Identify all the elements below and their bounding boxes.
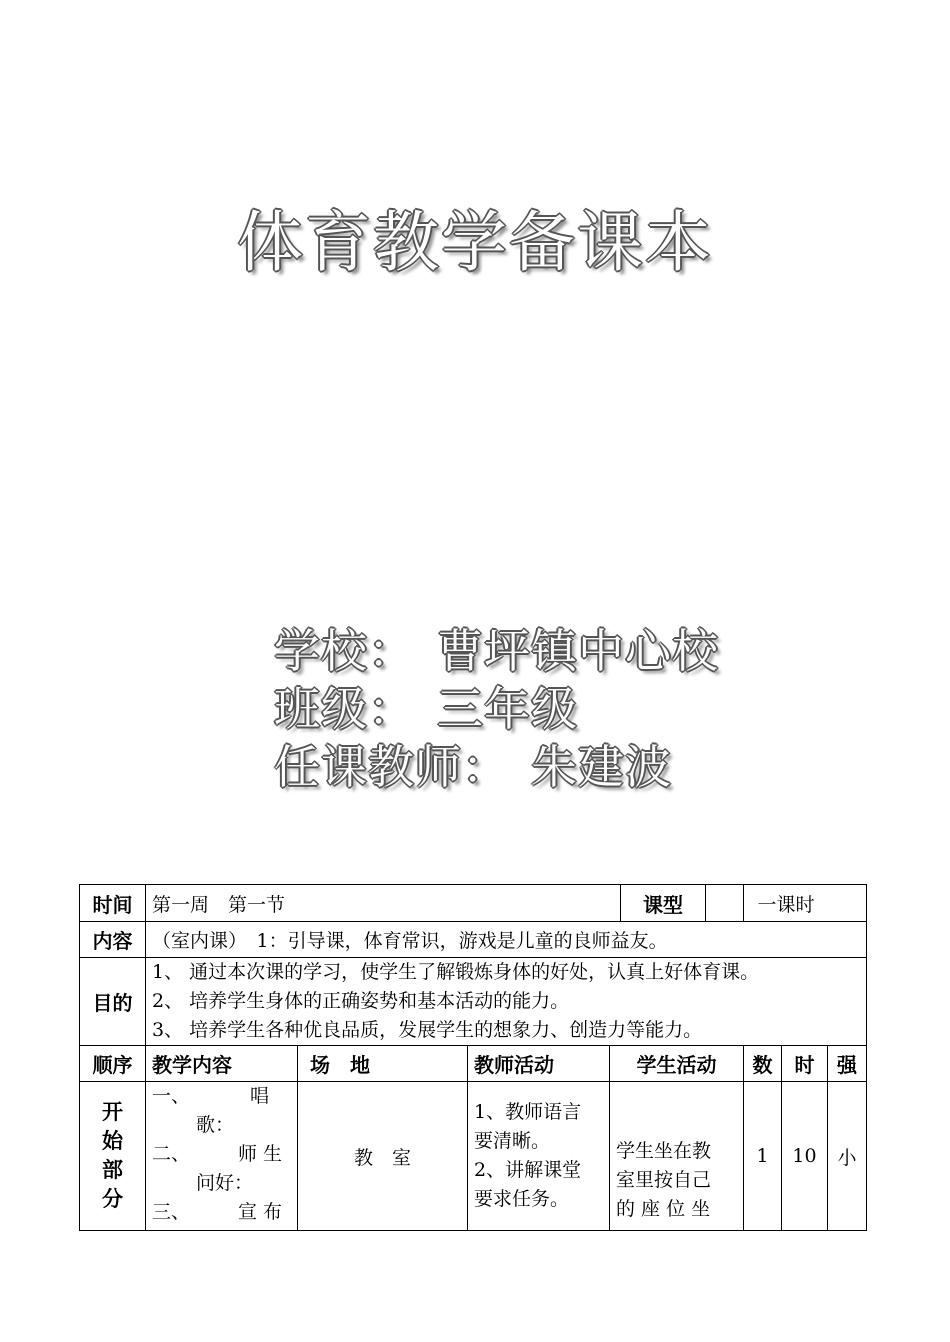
- time-cell: 10: [782, 1082, 828, 1231]
- content-item: [152, 1169, 291, 1198]
- student-activity-list: [616, 1137, 737, 1224]
- type-value: 一课时: [757, 893, 815, 916]
- content-cell: [146, 1082, 298, 1231]
- class-label: 班级：: [274, 682, 415, 736]
- col-teacher-activity: 教师活动: [468, 1046, 610, 1082]
- content-item: [152, 1198, 291, 1227]
- col-intensity: 强: [828, 1046, 867, 1082]
- student-activity-line: 室里按自己: [616, 1169, 712, 1191]
- content-list: [152, 1082, 291, 1227]
- teacher-line: [274, 738, 719, 796]
- content-item: [152, 1082, 291, 1111]
- content-row: [80, 922, 867, 958]
- student-activity-line: 的 座 位 坐: [616, 1198, 711, 1220]
- student-activity-cell: [610, 1082, 744, 1231]
- school-label: 学校：: [274, 624, 415, 678]
- content-label: 内容: [80, 922, 146, 958]
- teacher-value: 朱建波: [531, 740, 672, 794]
- item-text: 宣 布: [238, 1201, 283, 1223]
- item-num: 一、: [152, 1085, 191, 1107]
- class-line: [274, 680, 719, 738]
- item-num: 三、: [152, 1201, 191, 1223]
- table-row: [80, 1082, 867, 1231]
- objective-item: 3、 培养学生各种优良品质，发展学生的想象力、创造力等能力。: [152, 1019, 703, 1041]
- col-venue: 场 地: [298, 1046, 468, 1082]
- content-item: [152, 1140, 291, 1169]
- lesson-plan-table: [79, 884, 867, 1231]
- teacher-activity-line: 2、讲解课堂: [474, 1159, 582, 1181]
- item-text: 师 生: [238, 1143, 283, 1165]
- intensity-cell: 小: [828, 1082, 867, 1231]
- type-group: [620, 885, 866, 921]
- col-order: 顺序: [80, 1046, 146, 1082]
- section-label: [80, 1082, 146, 1231]
- section-char: 部: [102, 1158, 123, 1182]
- venue-cell: 教 室: [298, 1082, 468, 1231]
- objective-list: [146, 958, 867, 1046]
- col-count: 数: [744, 1046, 782, 1082]
- teacher-activity-list: [474, 1098, 603, 1214]
- section-char: 分: [102, 1187, 123, 1211]
- objective-label: 目的: [80, 958, 146, 1046]
- col-content: 教学内容: [146, 1046, 298, 1082]
- col-time: 时: [782, 1046, 828, 1082]
- teacher-activity-line: 要清晰。: [474, 1130, 551, 1152]
- teacher-activity-line: 1、教师语言: [474, 1101, 582, 1123]
- item-text: 问好：: [196, 1172, 254, 1194]
- objective-item: 1、 通过本次课的学习，使学生了解锻炼身体的好处，认真上好体育课。: [152, 961, 760, 983]
- school-value: 曹坪镇中心校: [437, 624, 719, 678]
- class-value: 三年级: [437, 682, 578, 736]
- item-num: 二、: [152, 1143, 191, 1165]
- objective-item: 2、 培养学生身体的正确姿势和基本活动的能力。: [152, 990, 570, 1012]
- school-line: [274, 622, 719, 680]
- content-value: （室内课） 1：引导课，体育常识，游戏是儿童的良师益友。: [146, 922, 867, 958]
- section-char: 始: [102, 1129, 123, 1153]
- teacher-activity-line: 要求任务。: [474, 1188, 570, 1210]
- col-student-activity: 学生活动: [610, 1046, 744, 1082]
- time-label: 时间: [80, 885, 146, 922]
- content-item: [152, 1111, 291, 1140]
- teacher-label: 任课教师：: [274, 740, 509, 794]
- section-char: 开: [102, 1100, 123, 1124]
- document-title: 体育教学备课本: [237, 204, 713, 281]
- time-value: 第一周 第一节: [152, 893, 286, 916]
- teacher-activity-cell: [468, 1082, 610, 1231]
- type-label: 课型: [620, 885, 706, 921]
- column-header-row: [80, 1046, 867, 1082]
- item-text: 歌：: [196, 1114, 235, 1136]
- cover-info: [274, 622, 719, 796]
- count-cell: 1: [744, 1082, 782, 1231]
- item-text: 唱: [250, 1085, 270, 1107]
- student-activity-line: 学生坐在教: [616, 1140, 712, 1162]
- objective-row: [80, 958, 867, 1046]
